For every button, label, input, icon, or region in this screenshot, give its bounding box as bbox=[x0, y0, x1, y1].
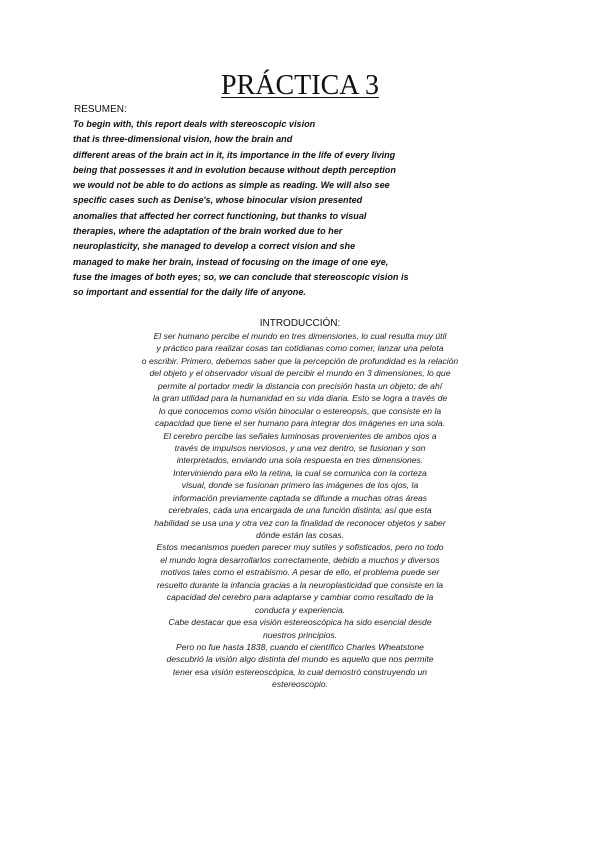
intro-line: permite al portador medir la distancia con precisión hasta un objeto; de ahí bbox=[157, 380, 443, 391]
resumen-line: being that possesses it and in evolution because without depth perception bbox=[73, 164, 396, 175]
intro-line: y práctico para realizar cosas tan cotidianas como comer, lanzar una pelota bbox=[156, 343, 444, 354]
intro-line: capacidad del cerebro para adaptarse y cambiar como resultado de la bbox=[166, 592, 434, 603]
intro-line: del objeto y el observador visual de percibir el mundo en 3 dimensiones, lo que bbox=[149, 368, 451, 379]
resumen-line: To begin with, this report deals with stereoscopic vision bbox=[73, 119, 316, 129]
intro-line: resuelto durante la infancia gracias a la neuroplasticidad que consiste en la bbox=[156, 579, 444, 590]
intro-line: motivos tales como el estrabismo. A pesar de ello, el problema puede ser bbox=[160, 567, 440, 578]
resumen-line: we would not be able to do actions as simple as reading. We will also see bbox=[73, 180, 390, 191]
intro-line: Pero no fue hasta 1838, cuando el científico Charles Wheatstone bbox=[176, 641, 424, 652]
intro-heading: INTRODUCCIÓN: bbox=[259, 318, 341, 329]
intro-line: capacidad que tiene el ser humano para integrar dos imágenes en una sola. bbox=[155, 418, 445, 429]
resumen-heading: RESUMEN: bbox=[74, 104, 127, 115]
intro-line: nuestros principios. bbox=[262, 629, 338, 640]
intro-line: la gran utilidad para la humanidad en su vida diaria. Esto se logra a través de bbox=[152, 393, 448, 404]
intro-line: tener esa visión estereoscópica, lo cual demostró construyendo un bbox=[172, 666, 428, 677]
intro-line: habilidad se usa una y otra vez con la finalidad de reconocer objetos y saber bbox=[154, 517, 446, 528]
intro-line: estereoscopio. bbox=[272, 679, 328, 690]
resumen-line: so important and essential for the daily life of anyone. bbox=[73, 287, 306, 298]
resumen-line: therapies, where the adaptation of the brain worked due to her bbox=[73, 226, 343, 237]
intro-line: Estos mecanismos pueden parecer muy sutiles y sofisticados, pero no todo bbox=[156, 542, 444, 553]
intro-line: dónde están las cosas. bbox=[256, 530, 344, 540]
resumen-line: fuse the images of both eyes; so, we can conclude that stereoscopic vision is bbox=[73, 271, 409, 282]
intro-line: cerebrales, cada una encargada de una función distinta; así que esta bbox=[168, 505, 432, 516]
intro-line: interpretados, enviando una sola respuesta en tres dimensiones. bbox=[176, 455, 424, 466]
intro-line: visual, donde se fusionan primero las imágenes de los ojos, la bbox=[181, 480, 419, 491]
resumen-line: specific cases such as Denise's, whose binocular vision presented bbox=[73, 195, 363, 206]
intro-line: o escribir. Primero, debemos saber que la percepción de profundidad es la relación bbox=[141, 355, 459, 366]
resumen-line: neuroplasticity, she managed to develop a correct vision and she bbox=[73, 241, 356, 252]
resumen-paragraph bbox=[73, 117, 409, 301]
intro-line: través de impulsos nerviosos, y una vez dentro, se fusionan y son bbox=[174, 442, 426, 453]
intro-line: descubrió la visión algo distinta del mundo es aquello que nos permite bbox=[166, 654, 434, 665]
intro-line: el mundo logra desarrollarlos correctamente, debido a muchos y diversos bbox=[160, 554, 440, 565]
resumen-line: managed to make her brain, instead of focusing on the image of one eye, bbox=[73, 256, 389, 267]
resumen-line: anomalies that affected her correct functioning, but thanks to visual bbox=[73, 210, 367, 221]
intro-line: El cerebro percibe las señales luminosas provenientes de ambos ojos a bbox=[163, 430, 437, 441]
intro-line: Cabe destacar que esa visión estereoscópica ha sido esencial desde bbox=[168, 617, 432, 628]
intro-paragraph bbox=[0, 330, 600, 691]
intro-line: lo que conocemos como visión binocular o estereopsis, que consiste en la bbox=[158, 405, 442, 416]
page-title: PRÁCTICA 3 bbox=[221, 70, 379, 101]
intro-line: información previamente captada se difunde a muchas otras áreas bbox=[172, 492, 428, 503]
resumen-line: that is three-dimensional vision, how the brain and bbox=[73, 134, 293, 145]
intro-line: Interviniendo para ello la retina, la cual se comunica con la corteza bbox=[173, 467, 427, 478]
intro-line: conducta y experiencia. bbox=[254, 604, 346, 615]
intro-line: El ser humano percibe el mundo en tres dimensiones, lo cual resulta muy útil bbox=[153, 331, 447, 341]
resumen-line: different areas of the brain act in it, its importance in the life of every living bbox=[73, 149, 396, 160]
